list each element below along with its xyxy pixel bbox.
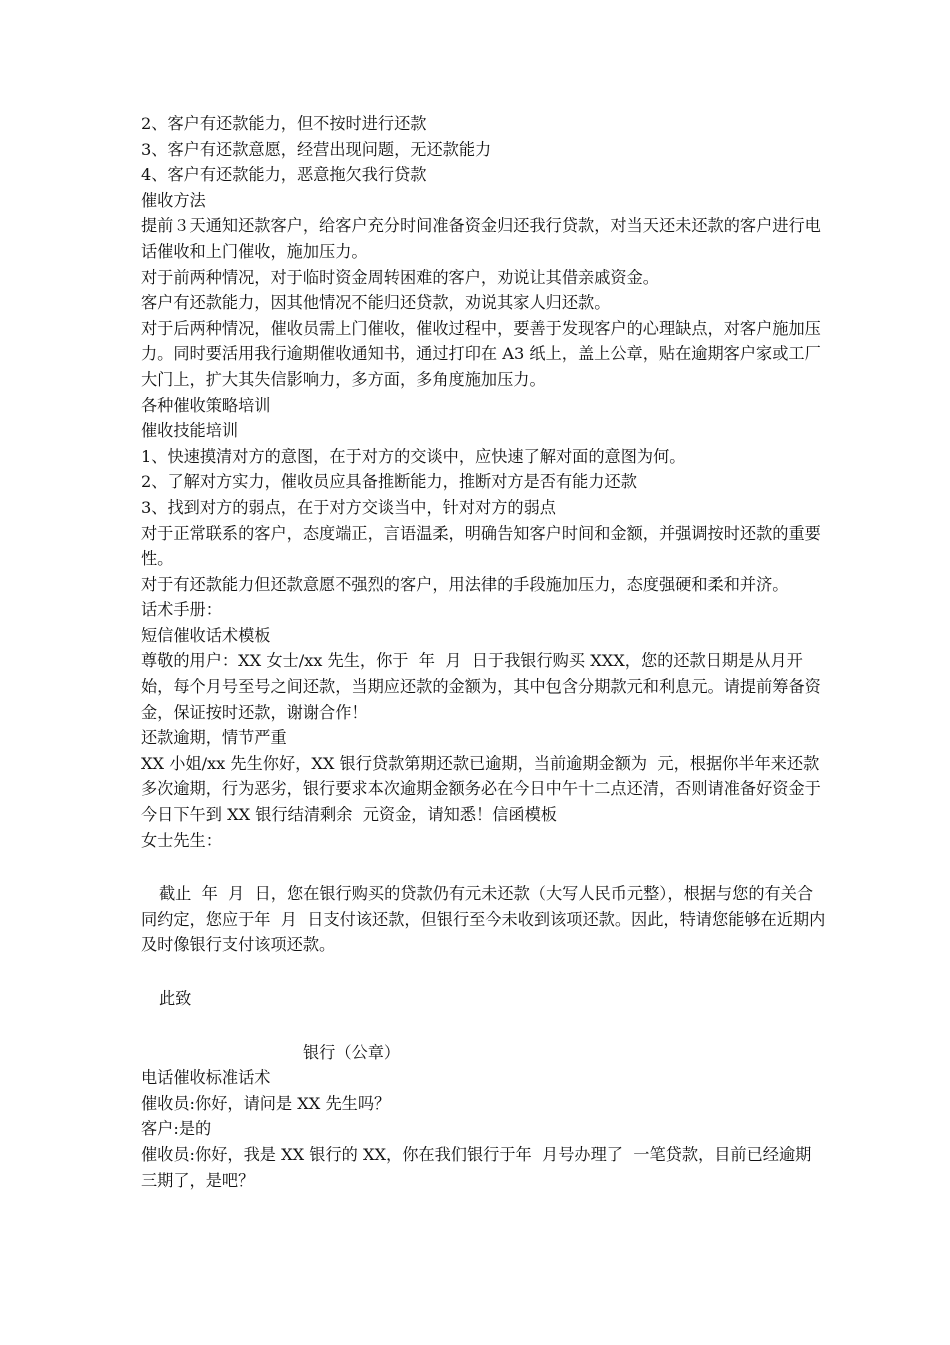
dialogue-collector-1: 催收员:你好，请问是 XX 先生吗？ [141, 1093, 391, 1113]
paragraph-last-two-cases: 对于后两种情况，催收员需上门催收，催收过程中，要善于发现客户的心理缺点，对客户施加压力。同时要活用我行逾期催收通知书，通过打印在 A3 纸上，盖上公章，贴在逾期客户家或工厂大门上，扩大其失信影响力，多方面，多角度施加压力。 [141, 318, 821, 389]
letter-body: 截止 年 月 日，您在银行购买的贷款仍有元未还款（大写人民币元整），根据与您的有关合同约定，您应于年 月 日支付该还款，但银行至今未收到该项还款。因此，特请您能够在近期内及时像银行支付该项还款。 [141, 884, 826, 955]
letter-closing: 此致 [159, 989, 192, 1008]
list-item-4: 4、客户有还款能力，恶意拖欠我行贷款 [141, 165, 427, 185]
paragraph-first-two-cases: 对于前两种情况，对于临时资金周转困难的客户，劝说让其借亲戚资金。 [141, 267, 659, 287]
skill-item-1: 1、快速摸清对方的意图，在于对方的交谈中，应快速了解对面的意图为何。 [141, 446, 686, 466]
skill-item-3: 3、找到对方的弱点，在于对方交谈当中，针对对方的弱点 [141, 497, 556, 517]
spacer [141, 853, 827, 881]
spacer [141, 958, 827, 986]
list-item-3: 3、客户有还款意愿，经营出现问题，无还款能力 [141, 139, 492, 159]
letter-salutation: 女士先生： [141, 830, 222, 850]
section-heading-strategy-training: 各种催收策略培训 [141, 395, 271, 415]
section-heading-serious-overdue: 还款逾期，情节严重 [141, 728, 287, 748]
section-heading-script-manual: 话术手册： [141, 600, 222, 620]
paragraph-overdue-notice: XX 小姐/xx 先生你好，XX 银行贷款第期还款已逾期，当前逾期金额为 元，根据你半年来还款多次逾期，行为恶劣，银行要求本次逾期金额务必在今日中午十二点还清，否则请准备好资金于今日下午到 XX 银行结清剩余 元资金，请知悉！信函模板 [141, 753, 821, 825]
spacer [141, 1012, 827, 1040]
section-heading-sms-template: 短信催收话术模板 [141, 625, 271, 645]
paragraph-advance-notice: 提前３天通知还款客户，给客户充分时间准备资金归还我行贷款，对当天还未还款的客户进行电话催收和上门催收，施加压力。 [141, 216, 821, 261]
dialogue-customer-1: 客户:是的 [141, 1119, 212, 1139]
skill-item-2: 2、了解对方实力，催收员应具备推断能力，推断对方是否有能力还款 [141, 472, 637, 492]
paragraph-sms-template: 尊敬的用户：XX 女士/xx 先生，你于 年 月 日于我银行购买 XXX，您的还款日期是从月开始，每个月号至号之间还款，当期应还款的金额为，其中包含分期款元和利息元。请提前筹备资金，保证按时还款，谢谢合作！ [141, 651, 821, 722]
letter-signature-seal: 银行（公章） [303, 1042, 401, 1062]
paragraph-family-repay: 客户有还款能力，因其他情况不能归还贷款，劝说其家人归还款。 [141, 293, 611, 313]
section-heading-skill-training: 催收技能培训 [141, 421, 239, 441]
dialogue-collector-2: 催收员:你好，我是 XX 银行的 XX，你在我们银行于年 月号办理了 一笔贷款，目前已经逾期三期了，是吧？ [141, 1144, 812, 1190]
document-body [141, 111, 827, 1193]
paragraph-unwilling-customers: 对于有还款能力但还款意愿不强烈的客户，用法律的手段施加压力，态度强硬和柔和并济。 [141, 574, 789, 594]
section-heading-collection-methods: 催收方法 [141, 190, 206, 210]
list-item-2: 2、客户有还款能力，但不按时进行还款 [141, 114, 427, 133]
section-heading-phone-script: 电话催收标准话术 [141, 1068, 271, 1088]
paragraph-normal-customers: 对于正常联系的客户，态度端正，言语温柔，明确告知客户时间和金额，并强调按时还款的重要性。 [141, 523, 821, 569]
